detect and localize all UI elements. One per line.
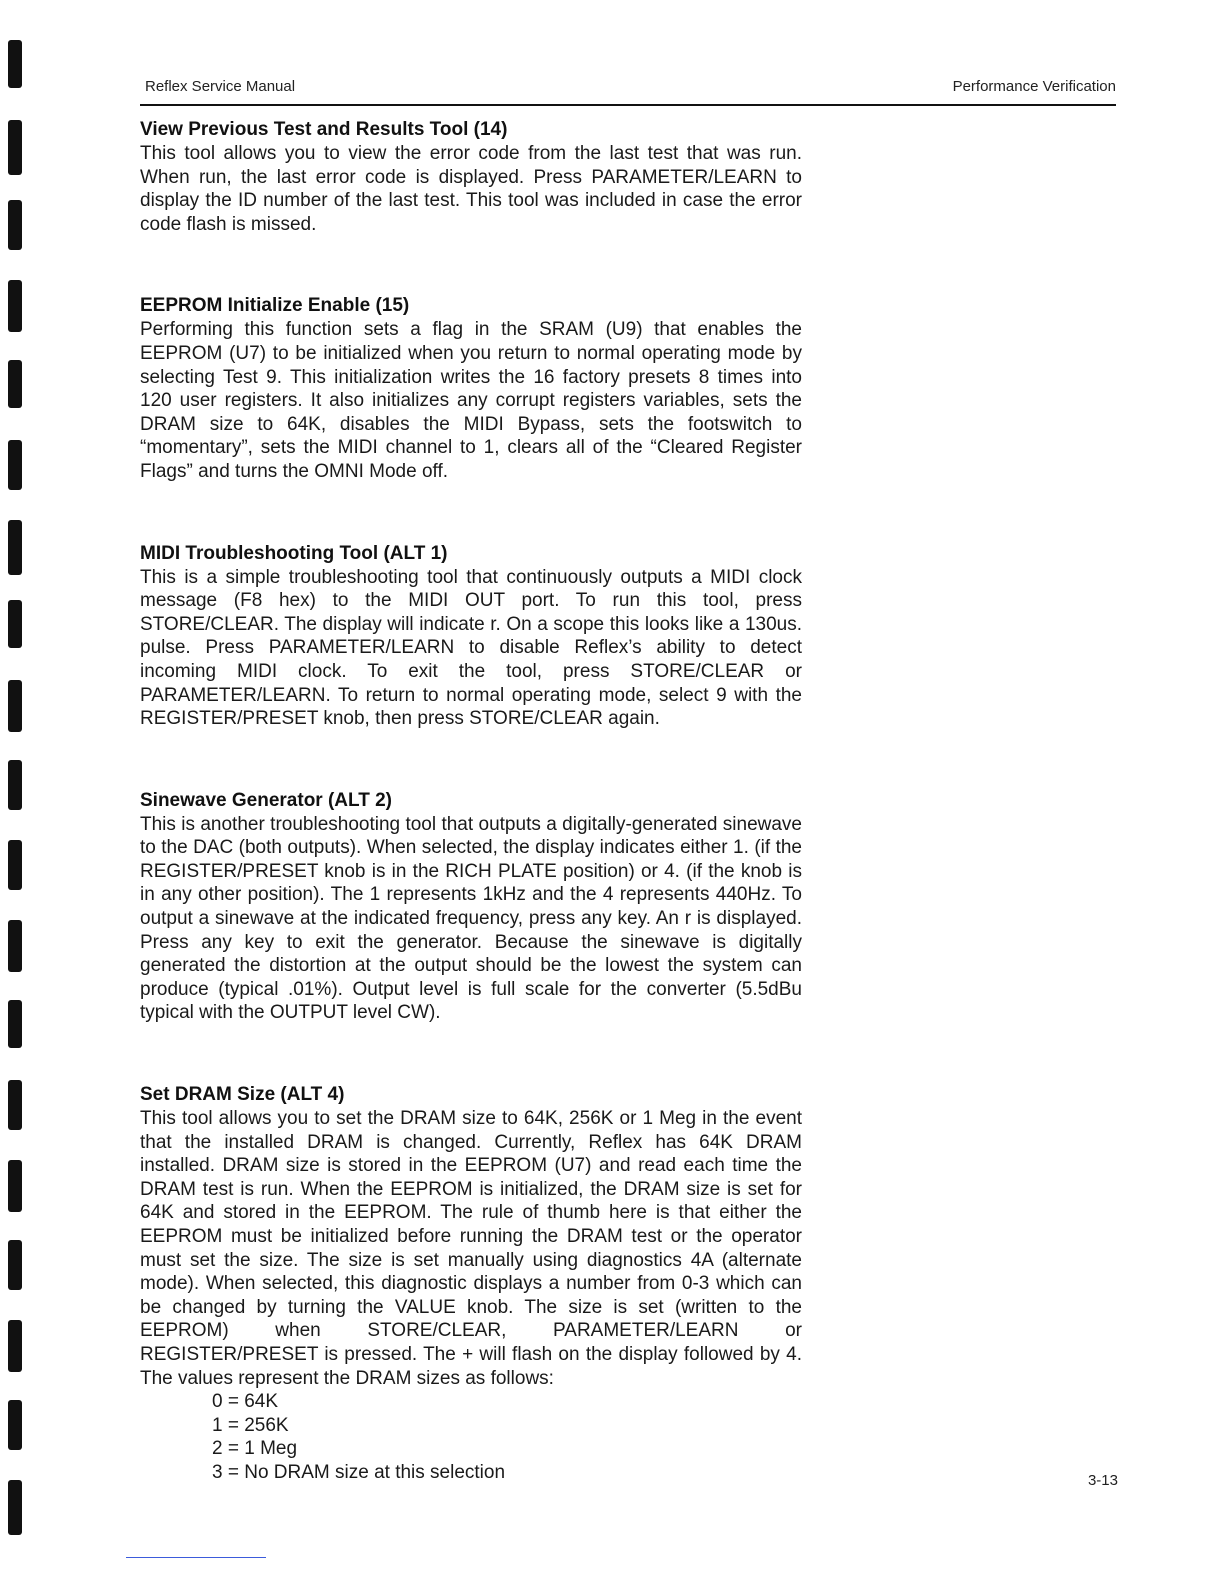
binder-mark — [8, 440, 22, 490]
section-heading: Set DRAM Size (ALT 4) — [140, 1084, 345, 1106]
section-view-previous-test — [140, 118, 802, 236]
binder-mark — [8, 680, 22, 732]
section-heading: Sinewave Generator (ALT 2) — [140, 789, 392, 811]
section-heading: EEPROM Initialize Enable (15) — [140, 295, 410, 317]
dram-size-value: 0 = 64K — [212, 1391, 279, 1413]
section-eeprom-initialize — [140, 294, 802, 483]
section-sinewave-generator — [140, 789, 802, 1025]
binder-mark — [8, 760, 22, 810]
binder-mark — [8, 200, 22, 250]
section-body: This is a simple troubleshooting tool that continuously outputs a MIDI clock message (F8 hex) to the MIDI OUT port. To run this tool, press STORE/CLEAR. The display will indicate r. On a scope this looks like a 130us. pulse. Press PARAMETER/LEARN to disable Reflex’s ability to detect incoming MIDI clock. To exit the tool, press STORE/CLEAR or PARAMETER/LEARN. To return to normal operating mode, select 9 with the REGISTER/PRESET knob, then press STORE/CLEAR again. — [140, 566, 802, 730]
section-midi-troubleshooting — [140, 542, 802, 731]
binder-mark — [8, 1480, 22, 1535]
manual-title: Reflex Service Manual — [145, 78, 296, 95]
binder-mark — [8, 120, 22, 175]
binder-mark — [8, 1000, 22, 1048]
section-body: Performing this function sets a flag in the SRAM (U9) that enables the EEPROM (U7) to be initialized when you return to normal operating mode by selecting Test 9. This initialization writes the 16 factory presets 8 times into 120 user registers. It also initializes any corrupt registers variables, sets the DRAM size to 64K, disables the MIDI Bypass, sets the footswitch to “momentary”, sets the MIDI channel to 1, clears all of the “Cleared Register Flags” and turns the OMNI Mode off. — [140, 319, 802, 482]
header-rule — [140, 104, 1116, 106]
binder-mark — [8, 520, 22, 575]
binder-hole-marks — [0, 0, 60, 1584]
dram-size-value: 2 = 1 Meg — [212, 1438, 298, 1460]
section-body: This is another troubleshooting tool that outputs a digitally-generated sinewave to the DAC (both outputs). When selected, the display indicates either 1. (if the REGISTER/PRESET knob is in the RICH PLATE position) or 4. (if the knob is in any other position). The 1 represents 1kHz and the 4 represents 440Hz. To output a sinewave at the indicated frequency, press any key. An r is displayed. Press any key to exit the generator. Because the sinewave is digitally generated the distortion at the output should be the lowest the system can produce (typical .01%). Output level is full scale for the converter (5.5dBu typical with the OUTPUT level CW). — [140, 813, 802, 1024]
binder-mark — [8, 600, 22, 648]
section-body: This tool allows you to view the error code from the last test that was run. When run, the last error code is displayed. Press PARAMETER/LEARN to display the ID number of the last test. This tool was included in case the error code flash is missed. — [140, 143, 802, 235]
section-set-dram-size — [140, 1083, 802, 1485]
binder-mark — [8, 280, 22, 332]
binder-mark — [8, 40, 22, 88]
dram-size-value: 1 = 256K — [212, 1414, 289, 1436]
page-content — [140, 118, 802, 1543]
dram-size-values — [140, 1390, 802, 1484]
dram-size-value: 3 = No DRAM size at this selection — [212, 1461, 506, 1483]
binder-mark — [8, 840, 22, 890]
bottom-link-underline — [126, 1557, 266, 1558]
binder-mark — [8, 1080, 22, 1130]
binder-mark — [8, 1400, 22, 1450]
binder-mark — [8, 1320, 22, 1372]
binder-mark — [8, 920, 22, 972]
section-heading: MIDI Troubleshooting Tool (ALT 1) — [140, 542, 448, 564]
section-body: This tool allows you to set the DRAM size to 64K, 256K or 1 Meg in the event that the installed DRAM is changed. Currently, Reflex has 64K DRAM installed. DRAM size is stored in the EEPROM (U7) and read each time the DRAM test is run. When the EEPROM is initialized, the DRAM size is set for 64K and stored in the EEPROM. The rule of thumb here is that either the EEPROM must be initialized before running the DRAM test or the operator must set the size. The size is set manually using diagnostics 4A (alternate mode). When selected, this diagnostic displays a number from 0-3 which can be changed by turning the VALUE knob. The size is set (written to the EEPROM) when STORE/CLEAR, PARAMETER/LEARN or REGISTER/PRESET is pressed. The + will flash on the display followed by 4. The values represent the DRAM sizes as follows: — [140, 1108, 802, 1389]
binder-mark — [8, 1240, 22, 1290]
page-number: 3-13 — [1087, 1472, 1118, 1489]
chapter-title: Performance Verification — [952, 78, 1116, 95]
section-heading: View Previous Test and Results Tool (14) — [140, 119, 508, 140]
binder-mark — [8, 1160, 22, 1212]
binder-mark — [8, 360, 22, 408]
